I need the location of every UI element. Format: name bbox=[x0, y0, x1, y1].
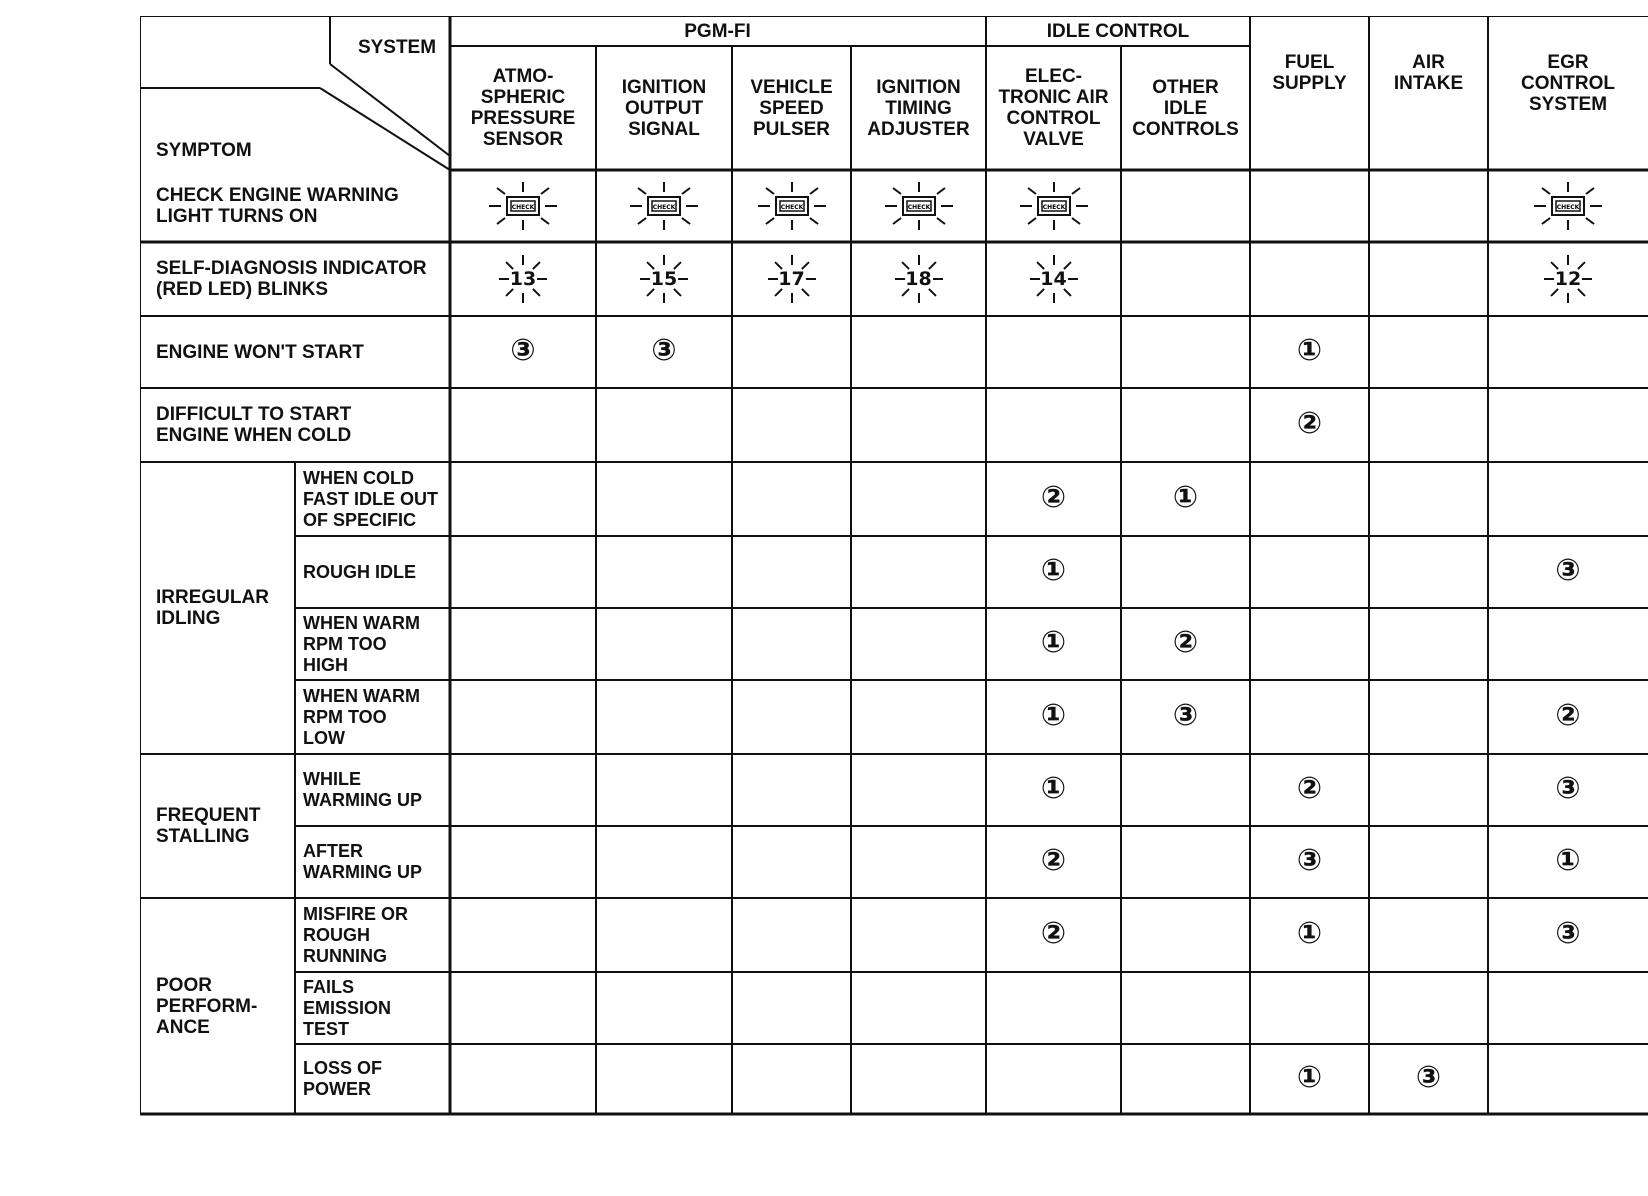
lamp-text: CHECK bbox=[780, 204, 803, 211]
symptom-row-label: ENGINE WON'T START bbox=[156, 341, 364, 363]
blink-code-number: 12 bbox=[1554, 268, 1582, 290]
priority-mark: ① bbox=[1172, 480, 1199, 515]
column-header: OTHER IDLE CONTROLS bbox=[1132, 76, 1239, 140]
check-engine-lamp-icon bbox=[483, 180, 563, 232]
symptom-row-label: SELF-DIAGNOSIS INDICATOR (RED LED) BLINKS bbox=[156, 258, 427, 300]
column-header: EGR CONTROL SYSTEM bbox=[1521, 52, 1615, 115]
symptom-row-label: WHILE WARMING UP bbox=[303, 769, 422, 810]
symptom-row-label: ROUGH IDLE bbox=[303, 561, 417, 582]
priority-mark: ② bbox=[1040, 916, 1067, 951]
priority-mark: ③ bbox=[1172, 698, 1199, 733]
priority-mark: ① bbox=[1296, 333, 1323, 368]
priority-mark: ① bbox=[1040, 771, 1067, 806]
priority-mark: ③ bbox=[510, 333, 536, 368]
priority-mark: ② bbox=[1555, 698, 1581, 733]
lamp-text: CHECK bbox=[1556, 204, 1580, 211]
symptom-label: SYMPTOM bbox=[156, 140, 252, 161]
column-header: AIR INTAKE bbox=[1393, 52, 1464, 94]
priority-mark: ③ bbox=[1415, 1060, 1442, 1095]
symptom-group-label: FREQUENT STALLING bbox=[156, 805, 261, 847]
column-header: FUEL SUPPLY bbox=[1272, 52, 1347, 94]
symptom-row-label: CHECK ENGINE WARNING LIGHT TURNS ON bbox=[156, 185, 399, 227]
priority-mark: ③ bbox=[1555, 771, 1581, 806]
priority-mark: ③ bbox=[1296, 843, 1323, 878]
priority-mark: ② bbox=[1040, 843, 1067, 878]
symptom-row-label: MISFIRE OR ROUGH RUNNING bbox=[303, 903, 409, 966]
led-blink-code bbox=[629, 251, 699, 307]
led-blink-code bbox=[757, 251, 827, 307]
priority-mark: ② bbox=[1296, 771, 1323, 806]
symptom-group-label: POOR PERFORM- ANCE bbox=[156, 974, 258, 1038]
led-blink-code bbox=[1019, 251, 1089, 307]
priority-mark: ① bbox=[1296, 1060, 1323, 1095]
blink-code-number: 15 bbox=[650, 268, 678, 290]
symptom-row-label: WHEN WARM RPM TOO LOW bbox=[303, 685, 420, 748]
column-header: ATMO- SPHERIC PRESSURE SENSOR bbox=[470, 66, 576, 150]
priority-mark: ① bbox=[1296, 916, 1323, 951]
priority-mark: ② bbox=[1296, 406, 1323, 441]
symptom-row-label: DIFFICULT TO START ENGINE WHEN COLD bbox=[156, 404, 352, 446]
priority-mark: ② bbox=[1040, 480, 1067, 515]
header-diagonal-2 bbox=[330, 64, 450, 156]
column-header: IGNITION TIMING ADJUSTER bbox=[867, 76, 970, 140]
priority-mark: ① bbox=[1555, 843, 1581, 878]
check-engine-lamp-icon bbox=[624, 180, 704, 232]
symptom-row-label: AFTER WARMING UP bbox=[303, 841, 422, 882]
symptom-group-label: IRREGULAR IDLING bbox=[156, 587, 269, 629]
blink-code-number: 13 bbox=[509, 268, 537, 290]
lamp-text: CHECK bbox=[511, 204, 535, 211]
priority-mark: ② bbox=[1172, 625, 1199, 660]
troubleshooting-chart bbox=[140, 16, 1648, 1116]
group-header-idle-control: IDLE CONTROL bbox=[1046, 21, 1190, 42]
check-engine-lamp-icon bbox=[879, 180, 959, 232]
priority-mark: ③ bbox=[1555, 553, 1581, 588]
priority-mark: ③ bbox=[1555, 916, 1581, 951]
symptom-row-label: FAILS EMISSION TEST bbox=[303, 976, 392, 1039]
column-header: ELEC- TRONIC AIR CONTROL VALVE bbox=[998, 66, 1109, 150]
symptom-row-label: WHEN WARM RPM TOO HIGH bbox=[303, 612, 420, 675]
led-blink-code bbox=[1533, 251, 1603, 307]
priority-mark: ① bbox=[1040, 698, 1067, 733]
priority-mark: ③ bbox=[651, 333, 677, 368]
symptom-row-label: WHEN COLD FAST IDLE OUT OF SPECIFIC bbox=[303, 467, 438, 530]
lamp-text: CHECK bbox=[907, 204, 930, 211]
system-label: SYSTEM bbox=[357, 37, 437, 58]
led-blink-code bbox=[488, 251, 558, 307]
priority-mark: ① bbox=[1040, 625, 1067, 660]
priority-mark: ① bbox=[1040, 553, 1067, 588]
header-diagonal bbox=[320, 88, 450, 170]
lamp-text: CHECK bbox=[652, 204, 676, 211]
symptom-row-label: LOSS OF POWER bbox=[303, 1058, 383, 1099]
check-engine-lamp-icon bbox=[1528, 180, 1608, 232]
led-blink-code bbox=[884, 251, 954, 307]
lamp-text: CHECK bbox=[1042, 204, 1065, 211]
column-header: IGNITION OUTPUT SIGNAL bbox=[621, 76, 707, 140]
column-header: VEHICLE SPEED PULSER bbox=[750, 76, 833, 140]
check-engine-lamp-icon bbox=[752, 180, 832, 232]
blink-code-number: 14 bbox=[1040, 268, 1067, 290]
blink-code-number: 17 bbox=[778, 268, 805, 290]
check-engine-lamp-icon bbox=[1014, 180, 1094, 232]
group-header-pgm-fi: PGM-FI bbox=[684, 21, 751, 42]
blink-code-number: 18 bbox=[905, 268, 932, 290]
